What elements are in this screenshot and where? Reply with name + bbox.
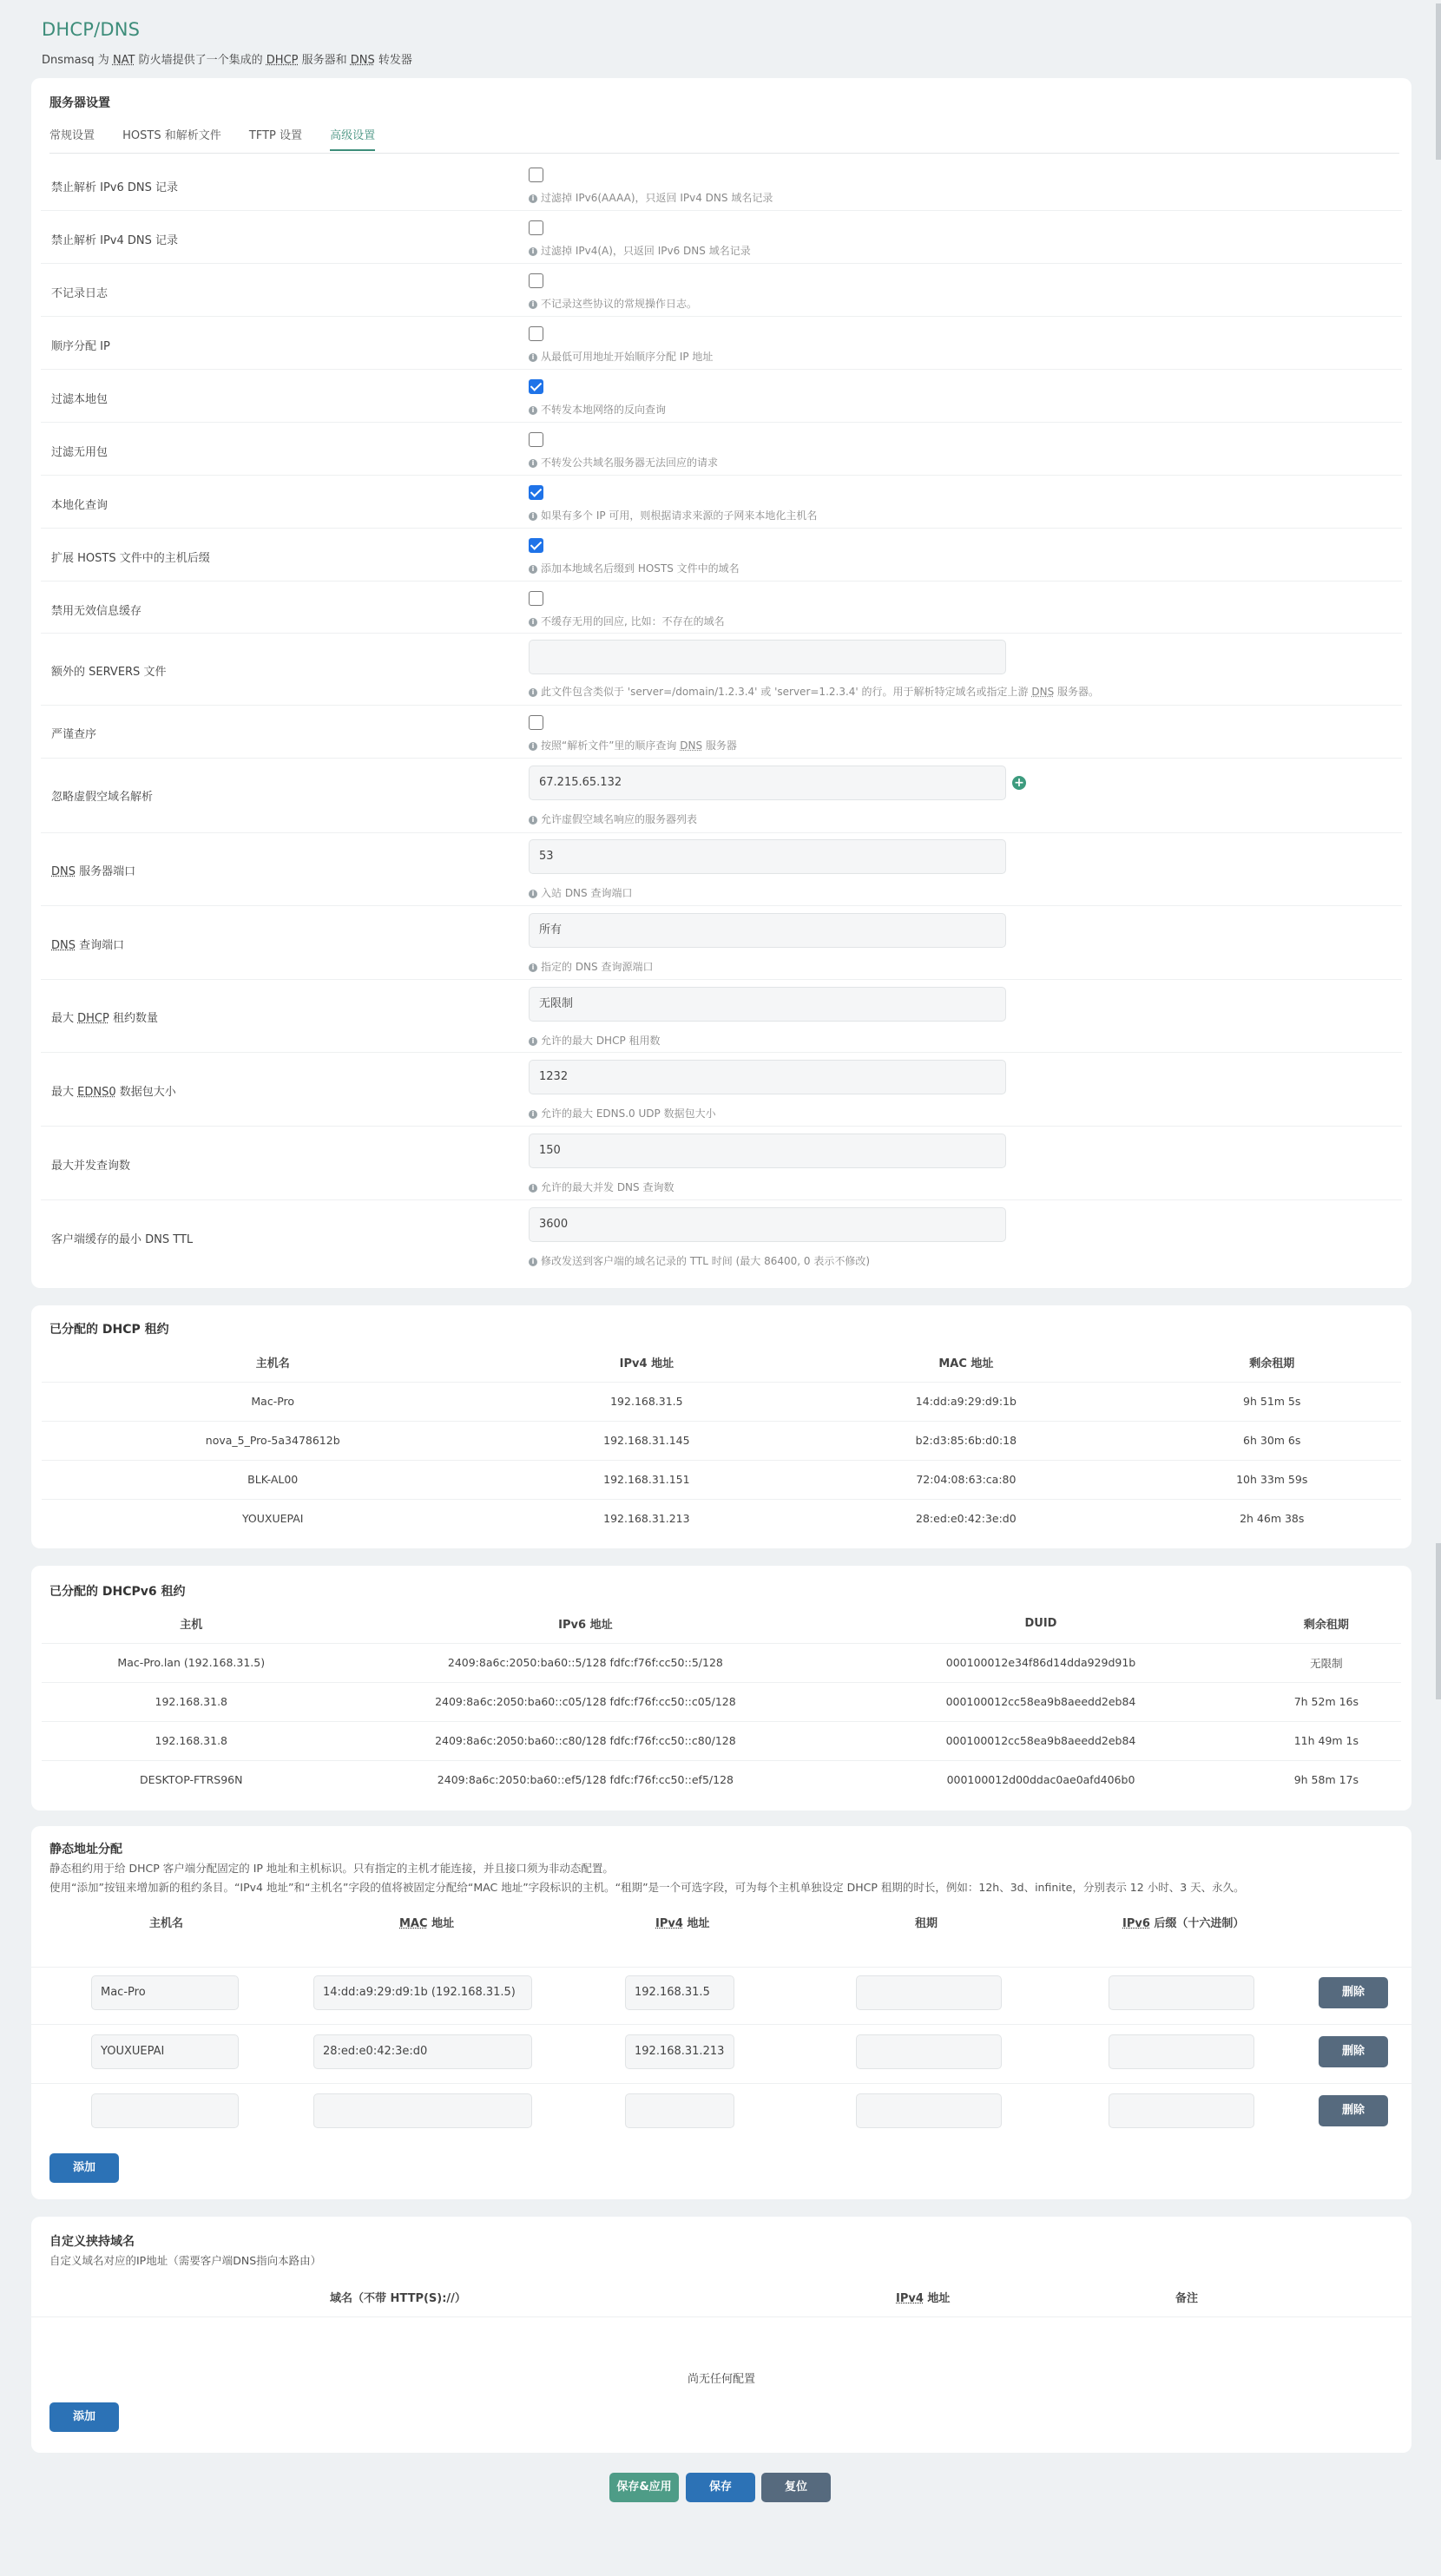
static-mac-input[interactable] [313, 2093, 532, 2128]
checkbox-row-hint: i 如果有多个 IP 可用，则根据请求来源的子网来本地化主机名 [529, 508, 817, 522]
col-remaining: 剩余租期 [1249, 1357, 1295, 1370]
info-icon: i [529, 512, 537, 521]
dhcp-leases-title: 已分配的 DHCP 租约 [49, 1323, 169, 1337]
custom-domains-title: 自定义挟持域名 [49, 2235, 135, 2249]
max-dhcp-input[interactable]: 无限制 [529, 987, 1006, 1022]
checkbox-row [41, 582, 1402, 634]
save-button[interactable]: 保存 [686, 2473, 755, 2502]
dns-port-label: DNS 服务器端口 [51, 865, 136, 878]
checkbox-row-label: 不记录日志 [51, 287, 109, 300]
max-edns-label: 最大 EDNS0 数据包大小 [51, 1086, 176, 1099]
dns-port-input[interactable]: 53 [529, 839, 1006, 874]
max-concurrent-hint: i 允许的最大并发 DNS 查询数 [529, 1180, 674, 1194]
static-hostname-input[interactable]: YOUXUEPAI [91, 2034, 239, 2069]
table-cell: 2409:8a6c:2050:ba60::c80/128 fdfc:f76f:cc50::c80/128 [341, 1721, 831, 1760]
static-delete-button[interactable]: 删除 [1319, 1977, 1388, 2008]
checkbox-row-label: 禁用无效信息缓存 [51, 605, 142, 618]
table-cell: 6h 30m 6s [1142, 1421, 1401, 1460]
static-add-button[interactable]: 添加 [49, 2153, 119, 2183]
static-hostname-input[interactable]: Mac-Pro [91, 1975, 239, 2010]
servers-file-hint: i 此文件包含类似于 'server=/domain/1.2.3.4' 或 'server=1.2.3.4' 的行。用于解析特定域名或指定上游 DNS 服务器。 [529, 684, 1099, 699]
checkbox-row-hint: i 添加本地域名后缀到 HOSTS 文件中的域名 [529, 561, 740, 575]
option-checkbox[interactable] [529, 538, 543, 553]
table-cell: 192.168.31.5 [503, 1382, 789, 1421]
static-head-mac: MAC 地址 [399, 1917, 455, 1930]
option-checkbox[interactable] [529, 220, 543, 235]
col-hostname: 主机名 [255, 1357, 290, 1370]
table-cell: 7h 52m 16s [1252, 1682, 1401, 1721]
checkbox-row [41, 317, 1402, 370]
settings-tabs [49, 126, 1399, 154]
checkbox-row-label: 禁止解析 IPv6 DNS 记录 [51, 181, 179, 194]
servers-file-input[interactable] [529, 640, 1006, 674]
option-checkbox[interactable] [529, 326, 543, 341]
table-cell: 192.168.31.213 [503, 1499, 789, 1538]
bogus-nx-input[interactable]: 67.215.65.132 [529, 766, 1006, 800]
checkbox-row-hint: i 不转发本地网络的反向查询 [529, 402, 666, 417]
static-ipv6-input[interactable] [1109, 1975, 1254, 2010]
custom-domains-desc: 自定义域名对应的IP地址（需要客户端DNS指向本路由） [49, 2254, 322, 2267]
reset-button[interactable]: 复位 [761, 2473, 831, 2502]
domains-empty-text: 尚无任何配置 [687, 2373, 755, 2386]
table-cell: 192.168.31.8 [42, 1721, 341, 1760]
info-icon: i [529, 618, 537, 627]
col-remaining-v6: 剩余租期 [1303, 1618, 1349, 1632]
checkbox-row [41, 158, 1402, 211]
domains-head-domain: 域名（不带 HTTP(S)://） [330, 2292, 466, 2305]
col-ipv4: IPv4 地址 [619, 1357, 674, 1370]
dns-port-row [41, 833, 1402, 906]
option-checkbox[interactable] [529, 273, 543, 288]
static-leases-desc [49, 1859, 1245, 1897]
static-lease-input[interactable] [856, 2093, 1002, 2128]
table-cell: 000100012d00ddac0ae0afd406b0 [830, 1760, 1251, 1799]
table-row [42, 1760, 1401, 1799]
query-port-row [41, 906, 1402, 980]
info-icon: i [529, 300, 537, 309]
table-cell: 11h 49m 1s [1252, 1721, 1401, 1760]
max-edns-input[interactable]: 1232 [529, 1060, 1006, 1094]
col-ipv6: IPv6 地址 [558, 1618, 613, 1632]
table-cell: BLK-AL00 [42, 1460, 503, 1499]
domains-head-ipv4: IPv4 地址 [896, 2292, 951, 2305]
table-cell: 192.168.31.8 [42, 1682, 341, 1721]
save-apply-button[interactable]: 保存&应用 [609, 2473, 679, 2502]
table-cell: Mac-Pro [42, 1382, 503, 1421]
table-cell: YOUXUEPAI [42, 1499, 503, 1538]
checkbox-row-label: 本地化查询 [51, 499, 109, 512]
max-edns-hint: i 允许的最大 EDNS.0 UDP 数据包大小 [529, 1106, 716, 1120]
checkbox-row [41, 264, 1402, 317]
checkbox-row-hint: i 不缓存无用的回应, 比如：不存在的域名 [529, 614, 725, 628]
max-dhcp-hint: i 允许的最大 DHCP 租用数 [529, 1033, 661, 1048]
col-host: 主机 [180, 1618, 203, 1632]
domains-head-note: 备注 [1175, 2292, 1199, 2305]
strict-order-checkbox[interactable] [529, 715, 543, 730]
strict-order-hint: i 按照“解析文件”里的顺序查询 DNS 服务器 [529, 738, 737, 752]
static-delete-button[interactable]: 删除 [1319, 2095, 1388, 2126]
static-desc-line2: 使用“添加”按钮来增加新的租约条目。“IPv4 地址”和“主机名”字段的值将被固定分配给“MAC 地址”字段标识的主机。“租期”是一个可选字段，可为每个主机单独设定 DHCP 租期的时长，例如：12h、3d、infinite，分别表示 12 小时、3 天、永久。 [49, 1881, 1245, 1894]
checkbox-row-hint: i 不转发公共域名服务器无法回应的请求 [529, 455, 718, 470]
min-ttl-input[interactable]: 3600 [529, 1207, 1006, 1242]
strict-order-label: 严谨查序 [51, 728, 97, 741]
static-ipv4-input[interactable] [625, 2093, 734, 2128]
option-checkbox[interactable] [529, 168, 543, 182]
table-cell: 10h 33m 59s [1142, 1460, 1401, 1499]
max-concurrent-input[interactable]: 150 [529, 1134, 1006, 1168]
static-ipv4-input[interactable]: 192.168.31.213 [625, 2034, 734, 2069]
table-cell: 9h 58m 17s [1252, 1760, 1401, 1799]
dhcpv6-leases-table [42, 1604, 1401, 1799]
strict-order-row [41, 706, 1402, 759]
min-ttl-hint: i 修改发送到客户端的域名记录的 TTL 时间 (最大 86400, 0 表示不修改) [529, 1253, 870, 1268]
checkbox-row-hint: i 不记录这些协议的常规操作日志。 [529, 296, 697, 311]
option-checkbox[interactable] [529, 591, 543, 606]
info-icon: i [529, 565, 537, 574]
checkbox-row-hint: i 过滤掉 IPv4(A)，只返回 IPv6 DNS 域名记录 [529, 243, 751, 258]
static-desc-line1: 静态租约用于给 DHCP 客户端分配固定的 IP 地址和主机标识。只有指定的主机才能连接，并且接口须为非动态配置。 [49, 1862, 614, 1875]
static-delete-button[interactable]: 删除 [1319, 2036, 1388, 2067]
info-icon: i [529, 194, 537, 203]
table-cell: nova_5_Pro-5a3478612b [42, 1421, 503, 1460]
checkbox-row-hint: i 从最低可用地址开始顺序分配 IP 地址 [529, 349, 713, 364]
server-settings-title: 服务器设置 [49, 96, 110, 110]
static-leases-card [31, 1826, 1411, 2199]
checkbox-row [41, 211, 1402, 264]
checkbox-row-label: 扩展 HOSTS 文件中的主机后缀 [51, 552, 210, 565]
table-cell: 000100012cc58ea9b8aeedd2eb84 [830, 1721, 1251, 1760]
checkbox-row [41, 370, 1402, 423]
checkbox-row-label: 禁止解析 IPv4 DNS 记录 [51, 234, 179, 247]
dhcp-leases-table [42, 1343, 1401, 1538]
max-concurrent-row [41, 1127, 1402, 1200]
table-cell: Mac-Pro.lan (192.168.31.5) [42, 1643, 341, 1682]
dhcp-leases-card [31, 1305, 1411, 1548]
servers-file-label: 额外的 SERVERS 文件 [51, 666, 167, 679]
bogus-nx-label: 忽略虚假空域名解析 [51, 791, 154, 804]
static-lease-input[interactable] [856, 2034, 1002, 2069]
checkbox-row [41, 423, 1402, 476]
dhcpv6-leases-title: 已分配的 DHCPv6 租约 [49, 1585, 186, 1599]
query-port-hint: i 指定的 DNS 查询源端口 [529, 959, 653, 974]
table-cell: 192.168.31.151 [503, 1460, 789, 1499]
info-icon: i [529, 353, 537, 362]
query-port-label: DNS 查询端口 [51, 939, 125, 952]
table-row [42, 1643, 1401, 1682]
static-ipv6-input[interactable] [1109, 2093, 1254, 2128]
page-title: DHCP/DNS [42, 19, 141, 40]
table-cell: 000100012cc58ea9b8aeedd2eb84 [830, 1682, 1251, 1721]
table-cell: 2409:8a6c:2050:ba60::c05/128 fdfc:f76f:cc50::c05/128 [341, 1682, 831, 1721]
checkbox-row-hint: i 过滤掉 IPv6(AAAA)，只返回 IPv4 DNS 域名记录 [529, 190, 773, 205]
info-icon: i [529, 406, 537, 415]
dns-port-hint: i 入站 DNS 查询端口 [529, 885, 632, 900]
bogus-nx-hint: i 允许虚假空域名响应的服务器列表 [529, 812, 697, 826]
table-cell: 2409:8a6c:2050:ba60::ef5/128 fdfc:f76f:cc50::ef5/128 [341, 1760, 831, 1799]
static-ipv6-input[interactable] [1109, 2034, 1254, 2069]
table-cell: b2:d3:85:6b:d0:18 [789, 1421, 1142, 1460]
dhcpv6-leases-card [31, 1566, 1411, 1810]
max-dhcp-row [41, 980, 1402, 1053]
table-row [42, 1721, 1401, 1760]
page-description: Dnsmasq 为 NAT 防火墙提供了一个集成的 DHCP 服务器和 DNS 转发器 [42, 54, 412, 67]
info-icon: i [529, 459, 537, 468]
bogus-nx-row [41, 759, 1402, 833]
query-port-input[interactable]: 所有 [529, 913, 1006, 948]
table-cell: DESKTOP-FTRS96N [42, 1760, 341, 1799]
info-icon: i [529, 247, 537, 256]
col-duid: DUID [1024, 1616, 1057, 1630]
static-head-lease: 租期 [915, 1917, 938, 1930]
static-hostname-input[interactable] [91, 2093, 239, 2128]
checkbox-row-label: 过滤本地包 [51, 393, 109, 406]
static-leases-title: 静态地址分配 [49, 1843, 122, 1856]
table-cell: 14:dd:a9:29:d9:1b [789, 1382, 1142, 1421]
static-lease-input[interactable] [856, 1975, 1002, 2010]
table-cell: 192.168.31.145 [503, 1421, 789, 1460]
option-checkbox[interactable] [529, 432, 543, 447]
max-edns-row [41, 1053, 1402, 1127]
tab-hosts[interactable]: HOSTS 和解析文件 [122, 129, 221, 142]
page-scrollbar-mid[interactable] [1436, 1543, 1441, 1699]
col-mac: MAC 地址 [938, 1357, 994, 1370]
option-checkbox[interactable] [529, 379, 543, 394]
checkbox-row-label: 过滤无用包 [51, 446, 109, 459]
table-row [42, 1382, 1401, 1421]
static-head-host: 主机名 [149, 1917, 184, 1930]
checkbox-row [41, 529, 1402, 582]
server-settings-card [31, 78, 1411, 1288]
option-checkbox[interactable] [529, 485, 543, 500]
table-cell: 000100012e34f86d14dda929d91b [830, 1643, 1251, 1682]
custom-domains-card [31, 2217, 1411, 2453]
domains-add-button[interactable]: 添加 [49, 2402, 119, 2432]
table-row [42, 1499, 1401, 1538]
tab-advanced[interactable]: 高级设置 [330, 126, 375, 151]
table-cell: 28:ed:e0:42:3e:d0 [789, 1499, 1142, 1538]
table-cell: 2h 46m 38s [1142, 1499, 1401, 1538]
table-row [42, 1421, 1401, 1460]
add-circle-icon[interactable]: + [1012, 776, 1026, 790]
servers-file-row [41, 634, 1402, 706]
max-dhcp-label: 最大 DHCP 租约数量 [51, 1012, 158, 1025]
table-row [42, 1460, 1401, 1499]
static-head-ipv4: IPv4 地址 [655, 1917, 710, 1930]
table-cell: 72:04:08:63:ca:80 [789, 1460, 1142, 1499]
page-scrollbar-top[interactable] [1436, 3, 1441, 160]
table-row [42, 1682, 1401, 1721]
static-mac-input[interactable]: 28:ed:e0:42:3e:d0 [313, 2034, 532, 2069]
min-ttl-row [41, 1200, 1402, 1278]
checkbox-row [41, 476, 1402, 529]
min-ttl-label: 客户端缓存的最小 DNS TTL [51, 1233, 194, 1246]
max-concurrent-label: 最大并发查询数 [51, 1160, 131, 1173]
table-cell: 9h 51m 5s [1142, 1382, 1401, 1421]
checkbox-row-label: 顺序分配 IP [51, 340, 110, 353]
static-ipv4-input[interactable]: 192.168.31.5 [625, 1975, 734, 2010]
table-cell: 2409:8a6c:2050:ba60::5/128 fdfc:f76f:cc50::5/128 [341, 1643, 831, 1682]
table-cell: 无限制 [1252, 1643, 1401, 1682]
tab-general[interactable]: 常规设置 [49, 129, 95, 142]
static-head-ipv6: IPv6 后缀（十六进制） [1122, 1917, 1245, 1930]
static-mac-input[interactable]: 14:dd:a9:29:d9:1b (192.168.31.5) [313, 1975, 532, 2010]
tab-tftp[interactable]: TFTP 设置 [248, 129, 302, 142]
